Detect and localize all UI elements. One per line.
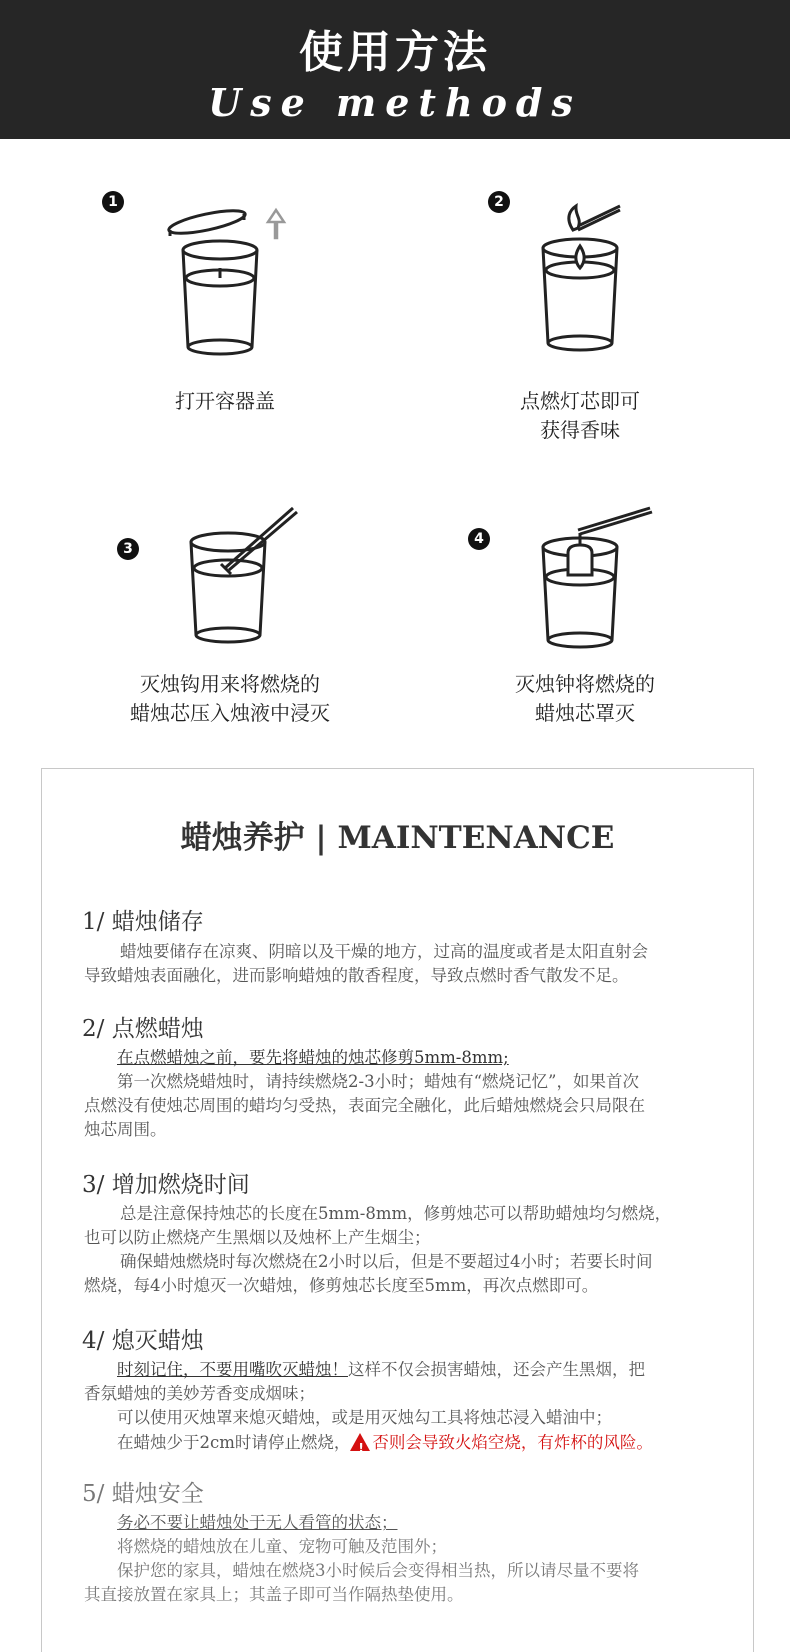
wick-dipper-icon <box>185 500 305 645</box>
match-lighting-candle-icon <box>540 200 680 355</box>
step-1-caption <box>110 387 340 416</box>
section-4-heading: 4/ 熄灭蜡烛 <box>82 1328 204 1354</box>
section-2-line: 烛芯周围。 <box>84 1120 167 1139</box>
warning-triangle-icon: ! <box>350 1433 370 1451</box>
section-5-notice: 务必不要让蜡烛处于无人看管的状态； <box>117 1513 398 1532</box>
section-4-body <box>84 1358 724 1455</box>
step-4-badge: 4 <box>468 528 490 550</box>
section-2-heading: 2/ 点燃蜡烛 <box>82 1016 204 1042</box>
page-subtitle: Use methods <box>208 80 582 125</box>
section-3-heading: 3/ 增加燃烧时间 <box>82 1172 250 1198</box>
section-5-line: 其直接放置在家具上；其盖子即可当作隔热垫使用。 <box>84 1585 464 1604</box>
step-4-caption <box>475 670 695 728</box>
section-5-line: 将燃烧的蜡烛放在儿童、宠物可触及范围外； <box>117 1537 447 1556</box>
header-banner <box>0 0 790 139</box>
section-4-line: 在蜡烛少于2cm时请停止燃烧， <box>117 1433 351 1452</box>
page-title: 使用方法 <box>299 27 491 78</box>
section-4-warning-text: 否则会导致火焰空烧，有炸杯的风险。 <box>372 1433 653 1452</box>
section-1-heading: 1/ 蜡烛储存 <box>82 909 204 935</box>
step-1-badge: 1 <box>102 191 124 213</box>
step-3-line-2: 蜡烛芯压入烛液中浸灭 <box>130 701 330 725</box>
section-2-line: 第一次燃烧蜡烛时，请持续燃烧2-3小时；蜡烛有“燃烧记忆”，如果首次 <box>117 1072 639 1091</box>
section-3-body <box>84 1202 724 1298</box>
section-3-line: 燃烧，每4小时熄灭一次蜡烛，修剪烛芯长度至5mm，再次点燃即可。 <box>84 1276 599 1295</box>
step-4-line-1: 灭烛钟将燃烧的 <box>515 672 655 696</box>
section-1-line: 蜡烛要储存在凉爽、阴暗以及干燥的地方，过高的温度或者是太阳直射会 <box>120 942 648 961</box>
section-3-line: 总是注意保持烛芯的长度在5mm-8mm，修剪烛芯可以帮助蜡烛均匀燃烧， <box>120 1204 672 1223</box>
section-2-notice: 在点燃蜡烛之前，要先将蜡烛的烛芯修剪5mm-8mm; <box>117 1048 509 1067</box>
step-3-badge: 3 <box>117 538 139 560</box>
step-3-line-1: 灭烛钩用来将燃烧的 <box>140 672 320 696</box>
section-5-body <box>84 1511 724 1607</box>
candle-jar-lid-open-icon <box>160 200 300 360</box>
section-3-line: 也可以防止燃烧产生黑烟以及烛杯上产生烟尘； <box>84 1228 431 1247</box>
step-2-line-1: 点燃灯芯即可 <box>520 389 640 413</box>
step-1-line-1: 打开容器盖 <box>175 389 275 413</box>
section-4-line: 这样不仅会损害蜡烛，还会产生黑烟，把 <box>348 1360 645 1379</box>
section-4-line: 可以使用灭烛罩来熄灭蜡烛，或是用灭烛勾工具将烛芯浸入蜡油中； <box>117 1408 612 1427</box>
section-5-line: 保护您的家具，蜡烛在燃烧3小时候后会变得相当热，所以请尽量不要将 <box>117 1561 639 1580</box>
section-1-line: 导致蜡烛表面融化，进而影响蜡烛的散香程度，导致点燃时香气散发不足。 <box>84 966 629 985</box>
section-3-line: 确保蜡烛燃烧时每次燃烧在2小时以后，但是不要超过4小时；若要长时间 <box>120 1252 653 1271</box>
section-2-line: 点燃没有使烛芯周围的蜡均匀受热，表面完全融化，此后蜡烛燃烧会只局限在 <box>84 1096 645 1115</box>
step-2-caption <box>470 387 690 445</box>
step-2-line-2: 获得香味 <box>540 418 620 442</box>
section-4-notice: 时刻记住，不要用嘴吹灭蜡烛！ <box>117 1360 348 1379</box>
step-3-caption <box>100 670 360 728</box>
step-4-line-2: 蜡烛芯罩灭 <box>535 701 635 725</box>
maintenance-title: 蜡烛养护 | MAINTENANCE <box>180 820 615 856</box>
section-1-body <box>84 940 724 988</box>
step-2-badge: 2 <box>488 191 510 213</box>
candle-snuffer-bell-icon <box>540 505 670 650</box>
section-5-heading: 5/ 蜡烛安全 <box>82 1481 204 1507</box>
section-4-line: 香氛蜡烛的美妙芳香变成烟味； <box>84 1384 315 1403</box>
section-2-body <box>84 1046 724 1142</box>
